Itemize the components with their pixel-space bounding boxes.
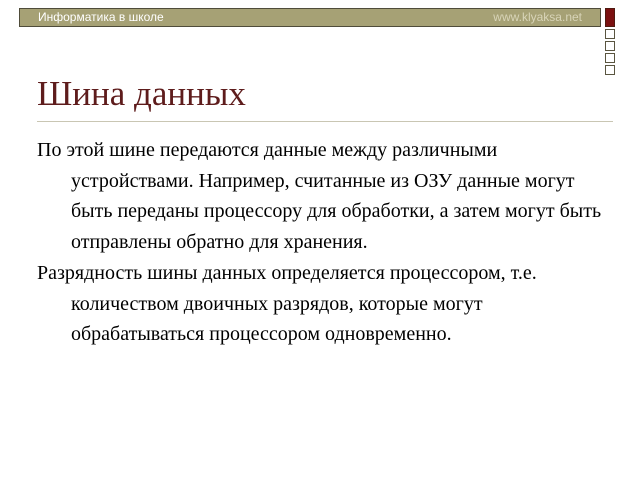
body-paragraph: Разрядность шины данных определяется процессором, т.е. количеством двоичных разрядов, которые могут обрабатываться процессором одновременно. bbox=[37, 262, 537, 345]
slide-body bbox=[37, 135, 613, 351]
accent-strip bbox=[605, 8, 615, 27]
header-caption: Информатика в школе bbox=[38, 10, 164, 24]
header-bar bbox=[19, 8, 601, 27]
decor-square bbox=[605, 29, 615, 39]
slide-title: Шина данных bbox=[37, 74, 246, 113]
decor-square bbox=[605, 53, 615, 63]
decor-square bbox=[605, 65, 615, 75]
title-divider bbox=[37, 121, 613, 122]
decor-square bbox=[605, 41, 615, 51]
header-site-url: www.klyaksa.net bbox=[493, 10, 582, 24]
body-paragraph: По этой шине передаются данные между различными устройствами. Например, считанные из ОЗУ данные могут быть переданы процессору для обработки, а затем могут быть отправлены обратно для хранения. bbox=[37, 139, 602, 253]
